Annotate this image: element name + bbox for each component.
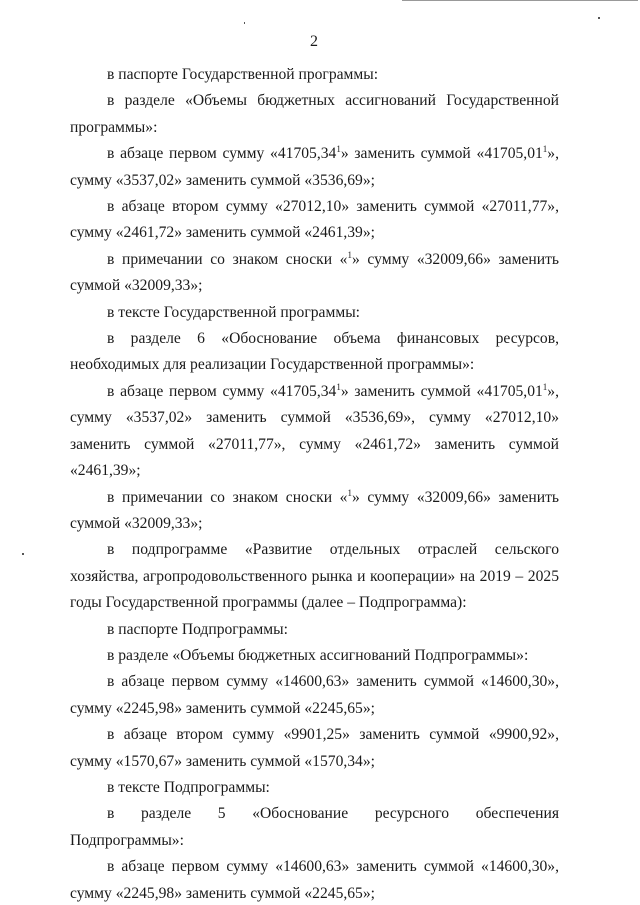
paragraph-text: в паспорте Государственной программы: bbox=[107, 66, 379, 83]
amendment-paragraph bbox=[70, 326, 559, 379]
paragraph-text: в тексте Государственной программы: bbox=[107, 303, 361, 321]
scan-speck bbox=[22, 553, 24, 555]
scan-mark-top bbox=[402, 0, 638, 1]
paragraph-text: в абзаце втором сумму «9901,25» заменить суммой «9900,92», сумму «1570,67» заменить суммой «1570,34»; bbox=[70, 726, 559, 770]
footnote-mark: 1 bbox=[347, 249, 352, 260]
page-number: 2 bbox=[310, 33, 318, 50]
footnote-mark: 1 bbox=[347, 487, 352, 498]
amendment-paragraph bbox=[70, 141, 559, 194]
footnote-mark: 1 bbox=[542, 144, 548, 155]
paragraph-text: в примечании со знаком сноски « bbox=[107, 488, 348, 506]
paragraph-text: » заменить суммой «41705,01 bbox=[340, 145, 543, 163]
amendment-paragraph bbox=[70, 722, 559, 775]
paragraph-text: в тексте Подпрограммы: bbox=[107, 778, 270, 796]
amendment-paragraph bbox=[70, 194, 559, 247]
paragraph-text: » сумму «32009,66» заменить суммой «32009,33»; bbox=[70, 250, 560, 295]
footnote-mark: 1 bbox=[336, 144, 341, 155]
footnote-mark: 1 bbox=[336, 381, 341, 392]
document-body bbox=[70, 62, 559, 905]
paragraph-text: в примечании со знаком сноски « bbox=[107, 250, 348, 268]
amendment-paragraph bbox=[70, 669, 559, 722]
amendment-paragraph bbox=[70, 643, 559, 669]
amendment-paragraph bbox=[70, 300, 559, 326]
amendment-paragraph bbox=[70, 537, 559, 616]
paragraph-text: в разделе 5 «Обоснование ресурсного обеспечения Подпрограммы»: bbox=[70, 805, 559, 849]
paragraph-text: », сумму «3537,02» заменить суммой «3536,69», сумму «27012,10» заменить суммой «27011,77», сумму «2461,72» заменить суммой «2461,39»; bbox=[70, 382, 559, 480]
footnote-mark: 1 bbox=[542, 381, 548, 392]
paragraph-text: в разделе «Объемы бюджетных ассигнований Государственной программы»: bbox=[70, 92, 559, 136]
amendment-paragraph bbox=[70, 247, 559, 300]
paragraph-text: в абзаце первом сумму «14600,63» заменить суммой «14600,30», сумму «2245,98» заменить суммой «2245,65»; bbox=[70, 673, 559, 717]
paragraph-text: » заменить суммой «41705,01 bbox=[340, 382, 543, 400]
amendment-paragraph bbox=[70, 801, 559, 854]
scan-speck bbox=[244, 22, 245, 24]
paragraph-text: » сумму «32009,66» заменить суммой «32009,33»; bbox=[70, 488, 560, 532]
paragraph-text: в паспорте Подпрограммы: bbox=[107, 620, 288, 638]
amendment-paragraph bbox=[70, 379, 559, 485]
amendment-paragraph bbox=[70, 88, 559, 141]
paragraph-text: в абзаце первом сумму «41705,34 bbox=[107, 145, 337, 163]
amendment-paragraph bbox=[70, 485, 559, 538]
amendment-paragraph bbox=[70, 617, 559, 643]
paragraph-text: в абзаце втором сумму «27012,10» заменить суммой «27011,77», сумму «2461,72» заменить суммой «2461,39»; bbox=[70, 198, 559, 242]
amendment-paragraph bbox=[70, 775, 559, 801]
amendment-paragraph bbox=[70, 854, 559, 905]
paragraph-text: в разделе «Объемы бюджетных ассигнований Подпрограммы»: bbox=[107, 646, 529, 664]
amendment-paragraph bbox=[70, 62, 559, 88]
paragraph-text: в разделе 6 «Обоснование объема финансовых ресурсов, необходимых для реализации Государственной программы»: bbox=[70, 330, 559, 374]
paragraph-text: », сумму «3537,02» заменить суммой «3536,69»; bbox=[70, 145, 559, 189]
paragraph-text: в подпрограмме «Развитие отдельных отраслей сельского хозяйства, агропродовольственного рынка и кооперации» на 2019 – 2025 годы Государственной программы (далее – Подпрограмма): bbox=[70, 541, 559, 612]
paragraph-text: в абзаце первом сумму «41705,34 bbox=[107, 382, 337, 400]
scan-speck bbox=[598, 17, 600, 19]
paragraph-text: в абзаце первом сумму «14600,63» заменить суммой «14600,30», сумму «2245,98» заменить суммой «2245,65»; bbox=[70, 858, 559, 902]
